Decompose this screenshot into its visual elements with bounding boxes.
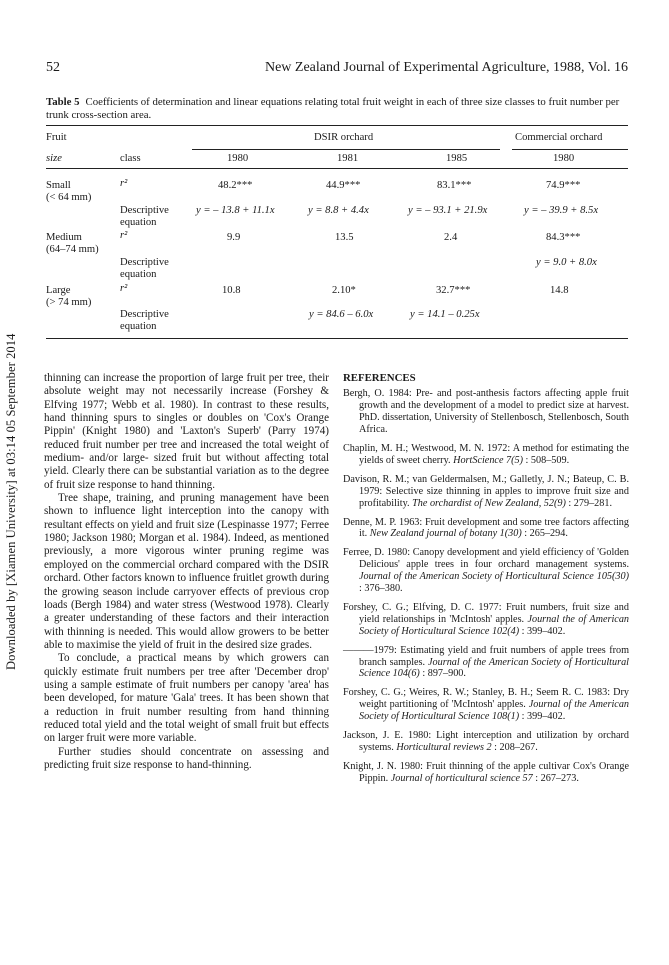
size-large-range: (> 74 mm) [46, 297, 92, 308]
small-eq-commercial: y = – 39.9 + 8.5x [524, 205, 599, 216]
large-r2-1985: 32.7*** [436, 285, 471, 296]
medium-r2-commercial: 84.3*** [546, 232, 581, 243]
medium-desc-label-2: equation [120, 269, 157, 280]
reference-item: ———1979: Estimating yield and fruit numbers of apple trees from branch samples. Journal of the American Society of Horticultural Science 104(6) : 897–900. [343, 644, 629, 680]
large-desc-label: Descriptive [120, 309, 169, 320]
reference-item: Chaplin, M. H.; Westwood, M. N. 1972: A method for estimating the yields of sweet cherry. HortScience 7(5) : 508–509. [343, 442, 629, 466]
large-r2-1981: 2.10* [332, 285, 356, 296]
table-caption [46, 96, 630, 121]
small-r2-commercial: 74.9*** [546, 180, 581, 191]
header-year-1981: 1981 [337, 153, 359, 164]
size-medium-range: (64–74 mm) [46, 244, 99, 255]
small-r2-1980: 48.2*** [218, 180, 253, 191]
medium-desc-label: Descriptive [120, 257, 169, 268]
small-desc-label: Descriptive [120, 205, 169, 216]
size-medium: Medium [46, 232, 82, 243]
large-eq-1981: y = 84.6 – 6.0x [309, 309, 374, 320]
references-heading: REFERENCES [343, 372, 416, 384]
small-r2-1985: 83.1*** [437, 180, 472, 191]
header-dsir-orchard: DSIR orchard [314, 132, 374, 143]
large-r2-commercial: 14.8 [550, 285, 569, 296]
medium-r2-1985: 2.4 [444, 232, 458, 243]
paragraph-1: thinning can increase the proportion of large fruit per tree, their absolute weight may not necessarily increase (Forshey & Elfving 1977; Webb et al. 1980). In contrast to these results, hand thinning spurs to singles or doubles on 'Cox's Orange Pippin' (Knight 1980) and 'Laxton's Superb' (Parry 1974) reduced fruit number per tree and increased the total weight of medium- and/or large- sized fruit but without affecting total yield. Clearly there can be substantial variation as to the degree of fruit size response to hand thinning. [44, 372, 329, 491]
large-r2-label: r² [120, 283, 128, 294]
reference-item: Jackson, J. E. 1980: Light interception and utilization by orchard systems. Horticultural reviews 2 : 208–267. [343, 730, 629, 753]
header-commercial-orchard: Commercial orchard [515, 132, 603, 143]
table-caption-text: Coefficients of determination and linear equations relating total fruit weight in each of three size classes to fruit number per trunk cross-section area. [46, 96, 620, 121]
medium-r2-label: r² [120, 230, 128, 241]
table-5 [46, 122, 628, 342]
medium-eq-commercial: y = 9.0 + 8.0x [536, 257, 597, 268]
paragraph-4: Further studies should concentrate on assessing and predicting fruit size response to hand-thinning. [44, 745, 329, 771]
reference-item: Bergh, O. 1984: Pre- and post-anthesis factors affecting apple fruit growth and the development of a model to predict size at harvest. PhD. dissertation, University of Stellenbosch, Stellenbosch, South Africa. [343, 388, 629, 436]
header-year-1980: 1980 [227, 153, 249, 164]
reference-item: Forshey, C. G.; Elfving, D. C. 1977: Fruit numbers, fruit size and yield relationships in 'McIntosh' apples. Journal the of American Society of Horticultural Science 102(4) : 399–402. [343, 601, 630, 637]
page-number: 52 [46, 60, 60, 75]
reference-item: Ferree, D. 1980: Canopy development and yield efficiency of 'Golden Delicious' apple trees in four orchard management systems. Journal of the American Society of Horticultural Science 105(30) : 376–380. [343, 547, 629, 595]
small-r2-label: r² [120, 178, 128, 189]
large-desc-label-2: equation [120, 321, 157, 332]
table-label: Table 5 [46, 96, 80, 108]
small-eq-1980: y = – 13.8 + 11.1x [196, 205, 275, 216]
header-class: class [120, 153, 141, 164]
references-column [343, 372, 629, 792]
size-small: Small [46, 180, 71, 191]
reference-item: Forshey, C. G.; Weires, R. W.; Stanley, B. H.; Seem R. C. 1983: Dry weight partitioning of 'McIntosh' apples. Journal of the American Society of Horticultural Science 108(1) : 399–402. [343, 687, 630, 723]
header-size: size [46, 153, 62, 164]
reference-item: Davison, R. M.; van Geldermalsen, M.; Galletly, J. N.; Bateup, C. B. 1979: Selective size thinning in apples to improve fruit size and profitability. The orchardist of New Zealand, 52(9) : 279–281. [343, 473, 629, 509]
reference-item: Denne, M. P. 1963: Fruit development and some tree factors affecting it. New Zealand journal of botany 1(30) : 265–294. [343, 516, 629, 540]
header-bottom-rule [46, 168, 628, 169]
medium-r2-1980: 9.9 [227, 232, 241, 243]
paragraph-2: Tree shape, training, and pruning management have been shown to influence light interception into the canopy with resultant effects on yield and fruit size (Lespinasse 1977; Ferree 1980; Jackson 1980; Morgan et al. 1984). Indeed, as mentioned previously, a more vigorous winter pruning regime was employed on the commercial orchard compared with the DSIR orchard. Other factors known to influence fruitlet growth during the growing season include carryover effects of previous crop loads (Bergh 1984) and water stress (Westwood 1978). Clearly a greater understanding of these factors and their interaction with thinning is needed. This would allow growers to be better able to maximise the yield of fruit in the desired size grades. [44, 492, 329, 651]
size-large: Large [46, 285, 71, 296]
body-text-column [44, 372, 329, 772]
header-year-1985: 1985 [446, 153, 468, 164]
header-fruit: Fruit [46, 132, 67, 143]
table-bottom-rule [46, 338, 628, 339]
paragraph-3: To conclude, a practical means by which growers can quickly estimate fruit numbers per tree after 'December drop' using a sample estimate of fruit numbers per canopy 'area' has been developed, for mature 'Gala' trees. It has been shown that a reduction in fruit number resulting from hand thinning reduced total yield and the total weight of small fruit but effects on larger fruit were more variable. [44, 652, 329, 745]
reference-item: Knight, J. N. 1980: Fruit thinning of the apple cultivar Cox's Orange Pippin. Journal of horticultural science 57 : 267–273. [343, 760, 629, 784]
dsir-span-rule [192, 149, 500, 150]
table-top-rule [46, 125, 628, 126]
size-small-range: (< 64 mm) [46, 192, 92, 203]
journal-title: New Zealand Journal of Experimental Agriculture, 1988, Vol. 16 [264, 60, 628, 75]
medium-r2-1981: 13.5 [335, 232, 354, 243]
commercial-span-rule [512, 149, 628, 150]
small-desc-label-2: equation [120, 217, 157, 228]
small-eq-1985: y = – 93.1 + 21.9x [408, 205, 488, 216]
large-r2-1980: 10.8 [222, 285, 241, 296]
header-year-1980-commercial: 1980 [553, 153, 575, 164]
small-r2-1981: 44.9*** [326, 180, 361, 191]
small-eq-1981: y = 8.8 + 4.4x [308, 205, 369, 216]
large-eq-1985: y = 14.1 – 0.25x [410, 309, 480, 320]
